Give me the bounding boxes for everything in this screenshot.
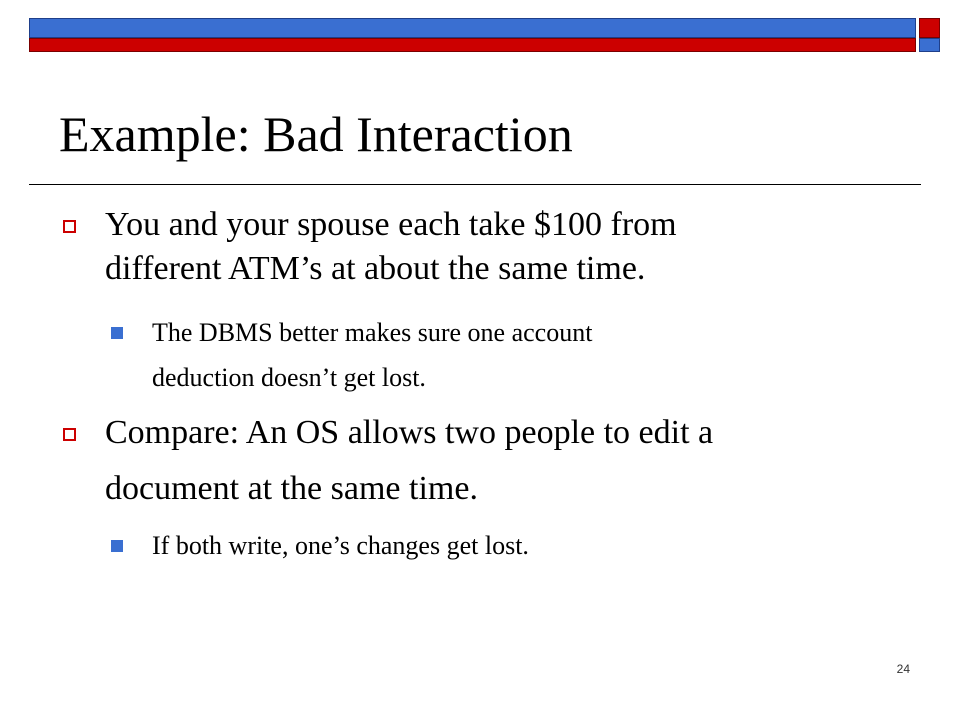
corner-square-red (919, 18, 940, 38)
header-bar-blue (29, 18, 916, 38)
slide-title: Example: Bad Interaction (59, 106, 573, 162)
filled-square-icon (111, 540, 123, 552)
hollow-square-icon (63, 428, 76, 441)
bullet-2-line-1: Compare: An OS allows two people to edit a (105, 414, 714, 451)
sub-bullet-1-line-1: The DBMS better makes sure one account (152, 318, 593, 347)
bullet-2-line-2: document at the same time. (105, 470, 478, 507)
header-bar-red (29, 38, 916, 52)
sub-bullet-1-line-2: deduction doesn’t get lost. (152, 363, 426, 392)
sub-bullet-2-line-1: If both write, one’s changes get lost. (152, 531, 529, 560)
title-divider (29, 184, 921, 185)
bullet-1-line-2: different ATM’s at about the same time. (105, 250, 646, 287)
corner-square-blue (919, 38, 940, 52)
bullet-1-line-1: You and your spouse each take $100 from (105, 206, 677, 243)
page-number: 24 (896, 662, 910, 676)
filled-square-icon (111, 327, 123, 339)
hollow-square-icon (63, 220, 76, 233)
